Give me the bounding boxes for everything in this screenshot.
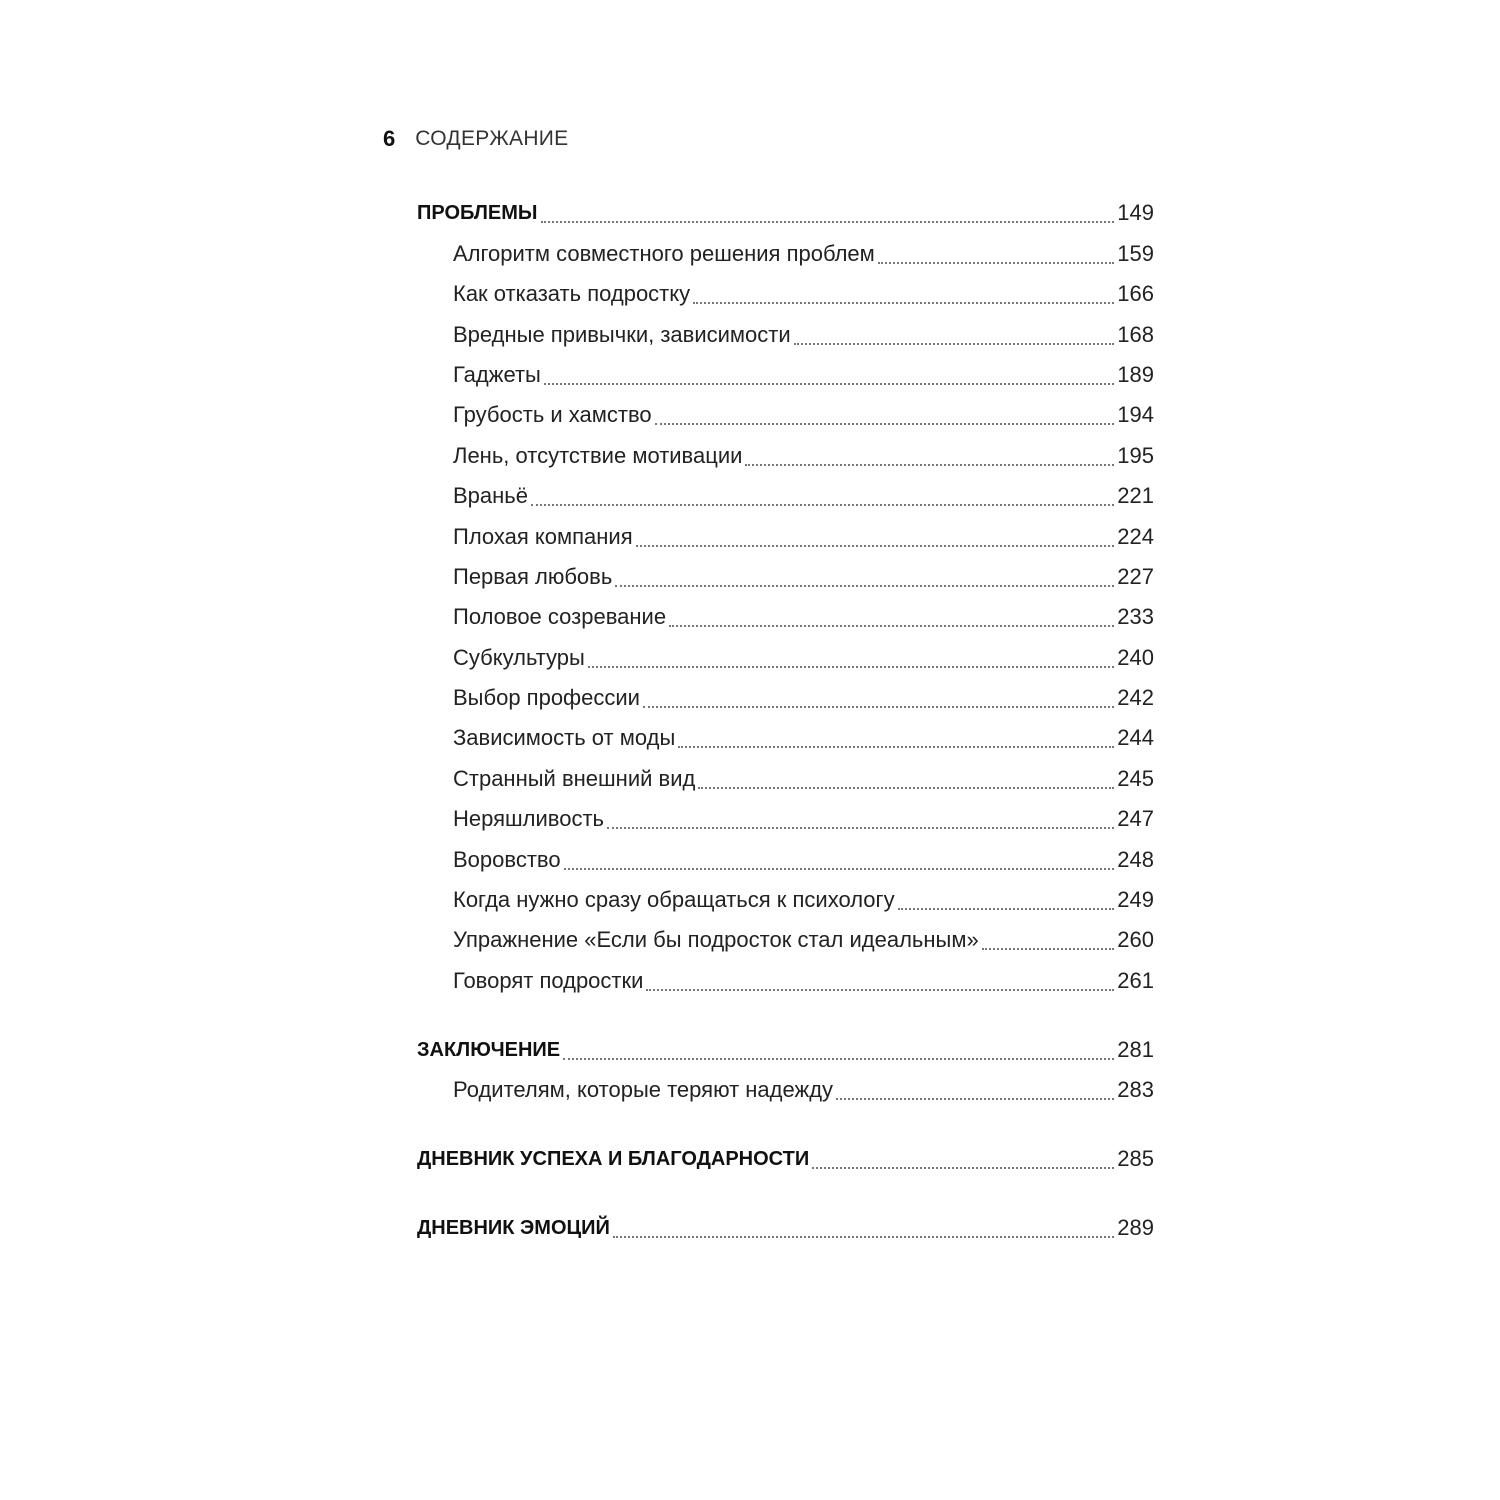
dot-leader [794, 343, 1115, 345]
toc-section-title: ПРОБЛЕМЫ [417, 202, 538, 225]
toc-item[interactable] [417, 597, 1154, 637]
toc-item-title: Плохая компания [453, 523, 633, 549]
dot-leader [544, 383, 1114, 385]
dot-leader [541, 221, 1115, 223]
toc-item[interactable] [417, 233, 1154, 273]
toc-item-title: Выбор профессии [453, 685, 640, 711]
toc-item[interactable] [417, 1070, 1154, 1110]
toc-item-title: Странный внешний вид [453, 765, 696, 791]
toc-item-title: Половое созревание [453, 604, 667, 630]
running-head [383, 122, 569, 156]
toc-item[interactable] [417, 274, 1154, 314]
toc-item-title: Алгоритм совместного решения проблем [453, 240, 875, 266]
toc-item-title: Говорят подростки [453, 967, 644, 993]
toc-page-number: 245 [1117, 765, 1154, 791]
dot-leader [698, 787, 1114, 789]
toc-item[interactable] [417, 314, 1154, 354]
toc-page-number: 242 [1117, 685, 1154, 711]
toc-item-title: Упражнение «Если бы подросток стал идеальным» [453, 927, 979, 953]
toc-item[interactable] [417, 516, 1154, 556]
toc-section-title: ДНЕВНИК ЭМОЦИЙ [417, 1216, 610, 1239]
toc-item-title: Грубость и хамство [453, 402, 652, 428]
toc-item[interactable] [417, 880, 1154, 920]
toc-page-number: 159 [1117, 240, 1154, 266]
toc-section-title: ЗАКЛЮЧЕНИЕ [417, 1038, 561, 1061]
dot-leader [812, 1167, 1114, 1169]
dot-leader [678, 746, 1114, 748]
toc-page-number: 261 [1117, 967, 1154, 993]
dot-leader [613, 1236, 1114, 1238]
toc-item-title: Субкультуры [453, 644, 585, 670]
dot-leader [836, 1098, 1114, 1100]
dot-leader [878, 262, 1115, 264]
toc-page-number: 247 [1117, 806, 1154, 832]
toc-page-number: 195 [1117, 442, 1154, 468]
toc-page-number: 227 [1117, 563, 1154, 589]
toc-section-emotion-diary[interactable] [417, 1207, 1154, 1247]
toc-section-problems[interactable] [417, 193, 1154, 233]
toc-item[interactable] [417, 799, 1154, 839]
toc-page-number: 283 [1117, 1077, 1154, 1103]
toc-item-title: Зависимость от моды [453, 725, 676, 751]
dot-leader [693, 302, 1114, 304]
toc-page-number: 168 [1117, 321, 1154, 347]
toc-page-number: 224 [1117, 523, 1154, 549]
toc-page-number: 149 [1117, 200, 1154, 226]
dot-leader [607, 827, 1114, 829]
toc-item-title: Как отказать подростку [453, 281, 691, 307]
table-of-contents [417, 193, 1154, 1248]
toc-page-number: 285 [1117, 1145, 1154, 1171]
toc-item-title: Вредные привычки, зависимости [453, 321, 791, 347]
toc-item[interactable] [417, 395, 1154, 435]
toc-section-title: ДНЕВНИК УСПЕХА И БЛАГОДАРНОСТИ [417, 1147, 810, 1170]
toc-page-number: 189 [1117, 361, 1154, 387]
dot-leader [655, 423, 1115, 425]
dot-leader [669, 625, 1114, 627]
toc-page-number: 249 [1117, 887, 1154, 913]
dot-leader [646, 989, 1114, 991]
page-number: 6 [383, 126, 396, 151]
toc-item[interactable] [417, 920, 1154, 960]
toc-item[interactable] [417, 758, 1154, 798]
toc-page-number: 281 [1117, 1036, 1154, 1062]
dot-leader [636, 545, 1115, 547]
toc-page-number: 233 [1117, 604, 1154, 630]
toc-page-number: 240 [1117, 644, 1154, 670]
toc-section-conclusion[interactable] [417, 1029, 1154, 1069]
toc-item[interactable] [417, 718, 1154, 758]
toc-item[interactable] [417, 678, 1154, 718]
toc-item-title: Когда нужно сразу обращаться к психологу [453, 887, 895, 913]
toc-item-title: Враньё [453, 483, 528, 509]
toc-page-number: 166 [1117, 281, 1154, 307]
running-title: СОДЕРЖАНИЕ [415, 127, 569, 150]
dot-leader [563, 1058, 1114, 1060]
toc-item-title: Неряшливость [453, 806, 605, 832]
dot-leader [564, 868, 1115, 870]
toc-page-number: 260 [1117, 927, 1154, 953]
toc-item[interactable] [417, 435, 1154, 475]
dot-leader [745, 464, 1114, 466]
toc-page-number: 289 [1117, 1214, 1154, 1240]
toc-page-number: 194 [1117, 402, 1154, 428]
toc-item-title: Воровство [453, 846, 561, 872]
toc-page-number: 221 [1117, 483, 1154, 509]
toc-item-title: Родителям, которые теряют надежду [453, 1077, 834, 1103]
toc-page-number: 244 [1117, 725, 1154, 751]
toc-item-title: Первая любовь [453, 563, 613, 589]
toc-item[interactable] [417, 476, 1154, 516]
dot-leader [615, 585, 1114, 587]
dot-leader [982, 948, 1115, 950]
dot-leader [643, 706, 1114, 708]
toc-section-success-diary[interactable] [417, 1139, 1154, 1179]
dot-leader [531, 504, 1114, 506]
toc-item[interactable] [417, 355, 1154, 395]
toc-item-title: Лень, отсутствие мотивации [453, 442, 743, 468]
dot-leader [588, 666, 1114, 668]
toc-item[interactable] [417, 960, 1154, 1000]
toc-item[interactable] [417, 557, 1154, 597]
toc-page-number: 248 [1117, 846, 1154, 872]
toc-item[interactable] [417, 637, 1154, 677]
toc-item-title: Гаджеты [453, 361, 541, 387]
toc-item[interactable] [417, 839, 1154, 879]
dot-leader [898, 908, 1115, 910]
